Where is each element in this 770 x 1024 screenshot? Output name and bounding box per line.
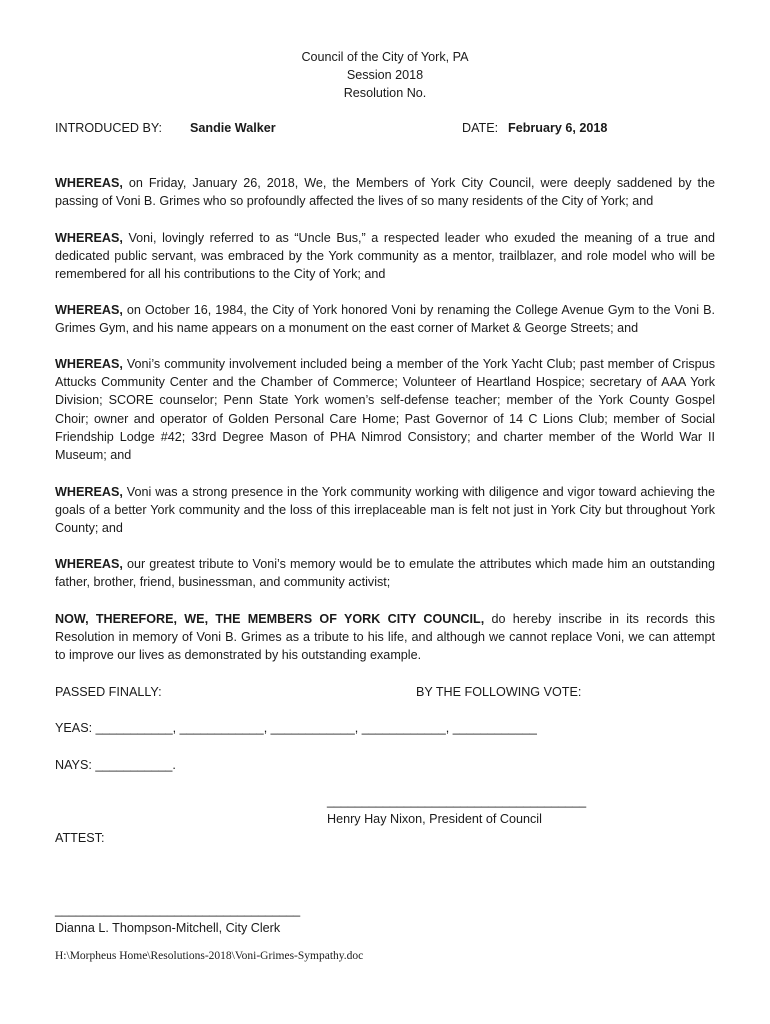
paragraph-lead: WHEREAS, <box>55 176 123 190</box>
paragraph-text: our greatest tribute to Voni’s memory would be to emulate the attributes which made him an outstanding father, brother, friend, businessman, and community activist; <box>55 557 715 590</box>
clerk-name: Dianna L. Thompson-Mitchell, City Clerk <box>55 921 281 935</box>
now-therefore-paragraph <box>55 610 715 665</box>
paragraph-text: do hereby inscribe in its records this Resolution in memory of Voni B. Grimes as a tribute to his life, and although we cannot replace Voni, we can attempt to improve our lives as demonstrated by his outstanding example. <box>55 612 715 663</box>
file-path-footer: H:\Morpheus Home\Resolutions-2018\Voni-Grimes-Sympathy.doc <box>55 950 364 962</box>
council-title: Council of the City of York, PA <box>301 50 469 64</box>
following-vote-label: BY THE FOLLOWING VOTE: <box>416 685 582 699</box>
session-label: Session 2018 <box>346 68 424 83</box>
whereas-paragraph-6 <box>55 555 715 591</box>
paragraph-lead: WHEREAS, <box>55 303 123 317</box>
whereas-paragraph-4 <box>55 355 715 464</box>
paragraph-text: Voni, lovingly referred to as “Uncle Bus,” a respected leader who exuded the meaning of a true and dedicated public servant, was embraced by the York community as a mentor, trailblazer, and role model who will be remembered for all his contributions to the City of York; and <box>55 231 715 282</box>
whereas-paragraph-2 <box>55 229 715 284</box>
president-name: Henry Hay Nixon, President of Council <box>327 812 542 826</box>
paragraph-text: on October 16, 1984, the City of York honored Voni by renaming the College Avenue Gym to the Voni B. Grimes Gym, and his name appears on a monument on the east corner of Market & George Streets; and <box>55 303 715 336</box>
paragraph-lead: WHEREAS, <box>55 485 123 499</box>
paragraph-text: Voni was a strong presence in the York community working with diligence and vigor toward achieving the goals of a better York community and the loss of this irreplaceable man is felt not just in York City but throughout York County; and <box>55 485 715 536</box>
paragraph-lead: WHEREAS, <box>55 357 123 371</box>
attest-label: ATTEST: <box>55 831 105 845</box>
whereas-paragraph-5 <box>55 483 715 538</box>
paragraph-lead: WHEREAS, <box>55 557 123 571</box>
date-label: DATE: <box>462 121 499 135</box>
paragraph-text: Voni’s community involvement included being a member of the York Yacht Club; past member of Crispus Attucks Community Center and the Chamber of Commerce; Volunteer of Heartland Hospice; secretary of AAA York Division; SCORE counselor; Penn State York women’s self-defense teacher; member of the York County Gospel Choir; owner and operator of Golden Personal Care Home; Past Governor of 14 C Lions Club; member of Social Friendship Lodge #42; 33rd Degree Mason of PHA Nimrod Consistory; and charter member of the World War II Museum; and <box>55 357 715 463</box>
date-value: February 6, 2018 <box>508 121 608 135</box>
document-header <box>0 48 770 103</box>
paragraph-lead: NOW, THEREFORE, WE, THE MEMBERS OF YORK CITY COUNCIL, <box>55 612 485 626</box>
whereas-paragraph-1 <box>55 174 715 210</box>
introduction-line <box>55 119 715 137</box>
president-signature-line: _____________________________________ <box>327 794 587 808</box>
resolution-number-label: Resolution No. <box>343 86 427 101</box>
whereas-paragraph-3 <box>55 301 715 337</box>
yeas-line: YEAS: ___________, ____________, ____________, ____________, ____________ <box>55 721 537 735</box>
paragraph-text: on Friday, January 26, 2018, We, the Members of York City Council, were deeply saddened by the passing of Voni B. Grimes who so profoundly affected the lives of so many residents of the City of York; and <box>55 176 715 209</box>
passed-finally-label: PASSED FINALLY: <box>55 685 162 699</box>
paragraph-lead: WHEREAS, <box>55 231 123 245</box>
nays-line: NAYS: ___________. <box>55 758 176 772</box>
introduced-by-label: INTRODUCED BY: <box>55 121 163 135</box>
clerk-signature-line: ___________________________________ <box>55 903 301 917</box>
introduced-by-name: Sandie Walker <box>190 121 276 135</box>
